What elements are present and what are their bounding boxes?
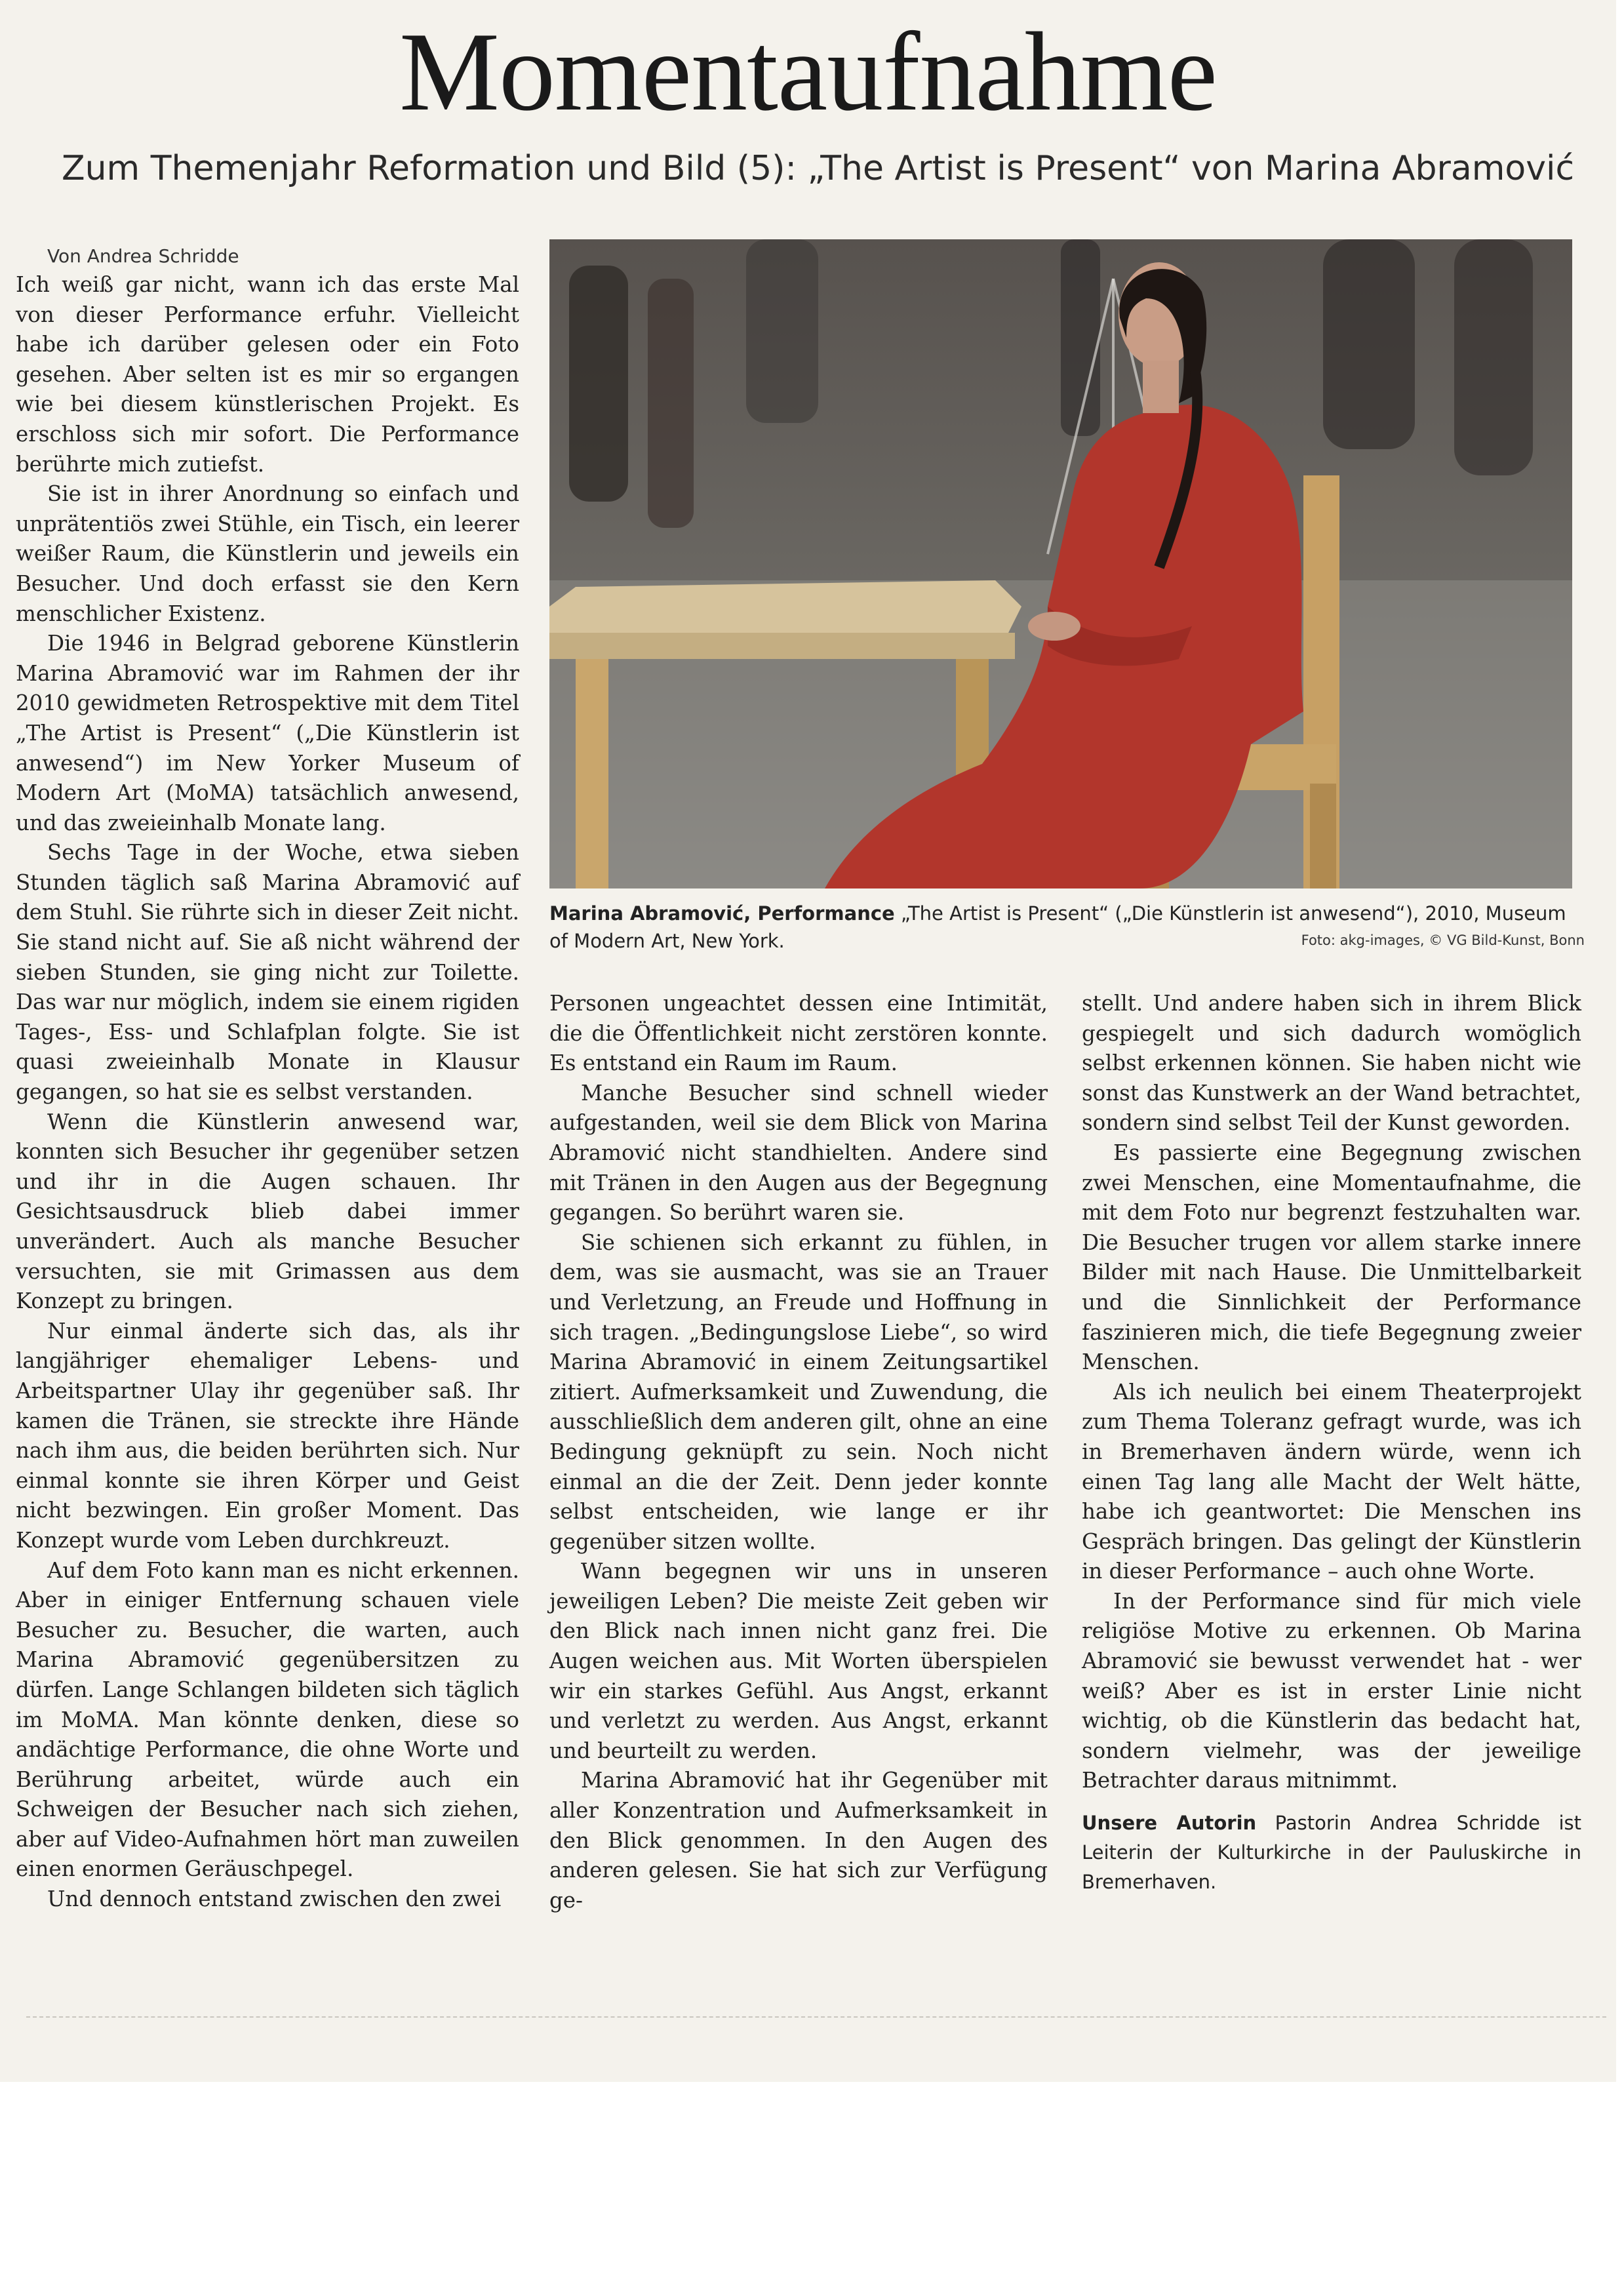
paragraph: In der Performance sind für mich viele religiöse Motive zu erkennen. Ob Marina Abramović sie bewusst verwendet hat - wer weiß? Aber es ist in erster Linie nicht wichtig, ob die Künstlerin das bedacht hat, sondern vielmehr, was der jeweilige Betrachter daraus mitnimmt.: [1082, 1588, 1581, 1793]
paragraph: Auf dem Foto kann man es nicht erkennen. Aber in einiger Entfernung schauen viele Besucher zu. Besucher, die warten, auch Marina Abramović gegenübersitzen zu dürfen. Lange Schlangen bildeten sich täglich im MoMA. Man könnte denken, diese so andächtige Performance, die ohne Worte und Berührung arbeitet, würde auch ein Schweigen der Besucher nach sich ziehen, aber auf Video-Aufnahmen hört man zuweilen einen enormen Geräuschpegel.: [16, 1557, 519, 1882]
author-label: Unsere Autorin: [1082, 1812, 1257, 1834]
author-text: Pastorin Andrea Schridde ist Leiterin der Kulturkirche in der Pauluskirche in Bremerhaven.: [1082, 1812, 1582, 1893]
paragraph: Die 1946 in Belgrad geborene Künstlerin Marina Abramović war im Rahmen der ihr 2010 gewidmeten Retrospektive mit dem Titel „The Artist is Present“ („Die Künstlerin ist anwesend“) im New Yorker Museum of Modern Art (MoMA) tatsächlich anwesend, und das zweieinhalb Monate lang.: [16, 631, 519, 835]
article-photo: [549, 239, 1572, 888]
paragraph: Und dennoch entstand zwischen den zwei: [47, 1886, 502, 1912]
page-divider: [26, 2016, 1606, 2018]
caption-text: „The Artist is Present“ („Die Künstlerin ist anwesend“), 2010, Museum of Modern Art, New York.: [549, 902, 1566, 952]
paragraph: Sie schienen sich erkannt zu fühlen, in dem, was sie ausmacht, was sie an Trauer und Verletzung, an Freude und Hoffnung in sich tragen. „Bedingungslose Liebe“, so wird Marina Abramović in einem Zeitungsartikel zitiert. Aufmerksamkeit und Zuwendung, die ausschließlich dem anderen gilt, ohne an eine Bedingung geknüpft zu sein. Noch nicht einmal an die der Zeit. Denn jeder konnte selbst entscheiden, wie lange er ihr gegenüber sitzen wollte.: [549, 1229, 1048, 1554]
performance-photo-illustration: [549, 239, 1572, 888]
paragraph: stellt. Und andere haben sich in ihrem Blick gespiegelt und sich dadurch womöglich selbst erkennen können. Sie haben nicht wie sonst das Kunstwerk an der Wand betrachtet, sondern sind selbst Teil der Kunst geworden.: [1082, 991, 1581, 1136]
paragraph: Nur einmal änderte sich das, als ihr langjähriger ehemaliger Lebens- und Arbeitspartner Ulay ihr gegenüber saß. Ihr kamen die Tränen, sie streckte ihre Hände nach ihm aus, die beiden berührten sich. Nur einmal konnte sie ihren Körper und Geist nicht bezwingen. Ein großer Moment. Das Konzept wurde vom Leben durchkreuzt.: [16, 1318, 519, 1553]
caption-title: Marina Abramović, Performance: [549, 902, 895, 925]
paragraph: Ich weiß gar nicht, wann ich das erste Mal von dieser Performance erfuhr. Vielleicht habe ich darüber gelesen oder ein Foto gesehen. Aber selten ist es mir so ergangen wie bei diesem künstlerischen Projekt. Es erschloss sich mir sofort. Die Performance berührte mich zutiefst.: [16, 272, 519, 477]
paragraph: Wenn die Künstlerin anwesend war, konnten sich Besucher ihr gegenüber setzen und ihr in die Augen schauen. Ihr Gesichtsausdruck blieb dabei immer unverändert. Auch als manche Besucher versuchten, sie mit Grimassen aus dem Konzept zu bringen.: [16, 1109, 519, 1314]
text-column-3: [1082, 989, 1581, 1796]
author-box: [1082, 1808, 1581, 1897]
article-subheadline: Zum Themenjahr Reformation und Bild (5): „The Artist is Present“ von Marina Abramović: [61, 149, 1575, 188]
text-column-1: [16, 243, 519, 1915]
paragraph: Manche Besucher sind schnell wieder aufgestanden, weil sie dem Blick von Marina Abramović nicht standhielten. Andere sind mit Tränen in den Augen aus der Begegnung gegangen. So berührt waren sie.: [549, 1080, 1048, 1226]
article-headline: Momentaufnahme: [399, 10, 1217, 134]
paragraph: Als ich neulich bei einem Theaterprojekt zum Thema Toleranz gefragt wurde, was ich in Bremerhaven ändern würde, wenn ich einen Tag lang alle Macht der Welt hätte, habe ich geantwortet: Die Menschen ins Gespräch bringen. Das gelingt der Künstlerin in dieser Performance – auch ohne Worte.: [1082, 1379, 1581, 1584]
byline: Von Andrea Schridde: [47, 245, 239, 267]
photo-credit: Foto: akg-images, © VG Bild-Kunst, Bonn: [1301, 932, 1585, 948]
text-column-2: [549, 989, 1048, 1915]
paragraph: Es passierte eine Begegnung zwischen zwei Menschen, eine Momentaufnahme, die mit dem Foto nur begrenzt festzuhalten war. Die Besucher trugen vor allem starke innere Bilder mit nach Hause. Die Unmittelbarkeit und die Sinnlichkeit der Performance faszinieren mich, die tiefe Begegnung zweier Menschen.: [1082, 1140, 1581, 1375]
paragraph: Marina Abramović hat ihr Gegenüber mit aller Konzentration und Aufmerksamkeit in den Blick genommen. In den Augen des anderen gelesen. Sie hat sich zur Verfügung ge-: [549, 1768, 1048, 1913]
paragraph: Personen ungeachtet dessen eine Intimität, die die Öffentlichkeit nicht zerstören konnte. Es entstand ein Raum im Raum.: [549, 991, 1048, 1076]
paragraph: Sie ist in ihrer Anordnung so einfach und unprätentiös zwei Stühle, ein Tisch, ein leerer weißer Raum, die Künstlerin und jeweils ein Besucher. Und doch erfasst sie den Kern menschlicher Existenz.: [16, 481, 519, 626]
paragraph: Wann begegnen wir uns in unseren jeweiligen Leben? Die meiste Zeit geben wir den Blick nach innen nicht ganz frei. Die Augen weichen aus. Mit Worten überspielen wir ein starkes Gefühl. Aus Angst, erkannt und verletzt zu werden. Aus Angst, erkannt und beurteilt zu werden.: [549, 1559, 1048, 1763]
paragraph: Sechs Tage in der Woche, etwa sieben Stunden täglich saß Marina Abramović auf dem Stuhl. Sie rührte sich in dieser Zeit nicht. Sie stand nicht auf. Sie aß nicht während der sieben Stunden, sie ging nicht zur Toilette. Das war nur möglich, indem sie einem rigiden Tages-, Ess- und Schlafplan folgte. Sie ist quasi zweieinhalb Monate in Klausur gegangen, so hat sie es selbst verstanden.: [16, 840, 519, 1105]
